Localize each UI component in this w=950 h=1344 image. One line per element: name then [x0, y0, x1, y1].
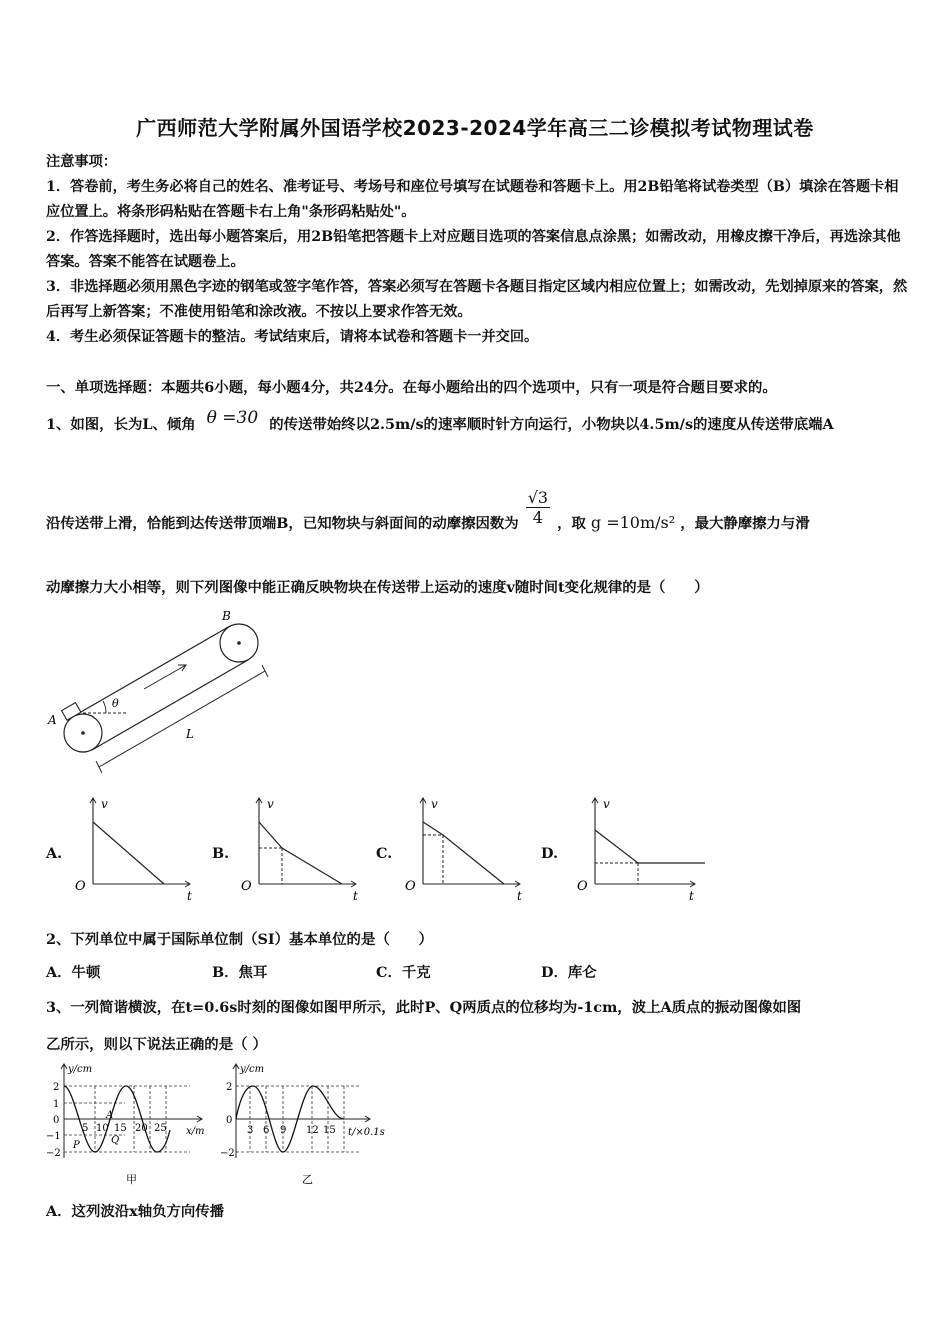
- ytick-0: 0: [226, 1115, 233, 1126]
- point-p-label: P: [73, 1140, 80, 1151]
- notice-block: [46, 150, 908, 350]
- belt-upper: [74, 626, 230, 716]
- t-label: t: [689, 889, 694, 903]
- velocity-line: [93, 822, 164, 884]
- velocity-line: [259, 822, 342, 884]
- graph-c[interactable]: [400, 792, 530, 904]
- v-label: v: [431, 797, 438, 811]
- g-expression: g =10m/s²: [590, 513, 676, 532]
- xtick-6: 6: [263, 1125, 270, 1136]
- motion-arrowhead: [178, 665, 186, 671]
- label-theta: θ: [112, 697, 119, 710]
- graph-a[interactable]: [70, 792, 200, 904]
- origin-label: O: [241, 879, 252, 894]
- q2-stem: 2、下列单位中属于国际单位制（SI）基本单位的是（ ）: [46, 931, 433, 948]
- q1-option-a-label[interactable]: A.: [46, 845, 63, 862]
- t-axis-label: t/×0.1s: [348, 1127, 385, 1138]
- q2-option-b[interactable]: B．焦耳: [212, 964, 268, 981]
- q3-option-a[interactable]: A．这列波沿x轴负方向传播: [46, 1203, 225, 1220]
- q1-line2-a: 沿传送带上滑，恰能到达传送带顶端B，已知物块与斜面间的动摩擦因数为: [46, 515, 519, 532]
- notice-item-2: 2．作答选择题时，选出每小题答案后，用2B铅笔把答题卡上对应题目选项的答案信息点涂黑；如需改动，用橡皮擦干净后，再选涂其他答案。答案不能答在试题卷上。: [46, 229, 901, 270]
- label-a: A: [48, 713, 57, 727]
- v-label: v: [267, 797, 274, 811]
- q2-option-a[interactable]: A．牛顿: [46, 964, 101, 981]
- origin-label: O: [405, 879, 416, 894]
- q1-option-c-label[interactable]: C.: [376, 845, 393, 862]
- v-label: v: [603, 797, 610, 811]
- length-tick-2: [262, 665, 268, 677]
- q1-line1-b: 的传送带始终以2.5m/s的速率顺时针方向运行，小物块以4.5m/s的速度从传送带底端A: [269, 416, 834, 433]
- ytick-1: 1: [53, 1099, 60, 1110]
- q1-line2-b: ，取: [557, 515, 586, 532]
- point-q-label: Q: [111, 1135, 120, 1146]
- angle-arc: [103, 701, 106, 713]
- q2-option-c[interactable]: C．千克: [376, 964, 431, 981]
- xtick-25: 25: [154, 1123, 167, 1134]
- q1-line2: [46, 488, 908, 538]
- q1-line1-a: 1、如图，长为L、倾角: [46, 416, 196, 433]
- origin-label: O: [75, 879, 86, 894]
- length-dimension-line: [99, 671, 265, 767]
- x-axis-label: x/m: [186, 1126, 205, 1137]
- velocity-line: [595, 830, 705, 863]
- q1-line1: [46, 408, 908, 434]
- t-label: t: [187, 889, 192, 903]
- ytick-neg2: −2: [46, 1148, 61, 1159]
- point-a-label: A: [106, 1110, 114, 1121]
- block: [62, 703, 81, 721]
- xtick-9: 9: [280, 1125, 287, 1136]
- wave-graph-jia: [40, 1058, 216, 1188]
- ytick-neg1: −1: [46, 1131, 61, 1142]
- motion-arrow: [144, 665, 186, 689]
- notice-item-3: 3．非选择题必须用黑色字迹的钢笔或签字笔作答，答案必须写在答题卡各题目指定区域内相应位置上；如需改动，先划掉原来的答案，然后再写上新答案；不准使用铅笔和涂改液。不按以上要求作答无效。: [46, 279, 908, 320]
- y-axis-label: y/cm: [240, 1064, 265, 1075]
- q1-option-d-label[interactable]: D.: [541, 845, 558, 862]
- fraction-denominator: 4: [532, 508, 543, 527]
- origin-label: O: [577, 879, 588, 894]
- bottom-pulley-axle: [81, 731, 85, 735]
- notice-item-4: 4．考生必须保证答题卡的整洁。考试结束后，请将本试卷和答题卡一并交回。: [46, 329, 539, 345]
- q1-line2-c: ，最大静摩擦力与滑: [680, 515, 810, 532]
- notice-item-1: 1．答卷前，考生务必将自己的姓名、准考证号、考场号和座位号填写在试题卷和答题卡上。用2B铅笔将试卷类型（B）填涂在答题卡相应位置上。将条形码粘贴在答题卡右上角"条形码粘贴处"。: [46, 179, 899, 220]
- t-label: t: [517, 889, 522, 903]
- t-label: t: [353, 889, 358, 903]
- xtick-3: 3: [247, 1125, 254, 1136]
- conveyor-figure: [46, 600, 286, 785]
- notice-heading: 注意事项：: [46, 154, 117, 170]
- q3-line2: 乙所示，则以下说法正确的是（ ）: [46, 1036, 267, 1053]
- caption-jia: 甲: [126, 1173, 137, 1186]
- ytick-neg2: −2: [220, 1148, 235, 1159]
- section-heading: 一、单项选择题：本题共6小题，每小题4分，共24分。在每小题给出的四个选项中，只有一项是符合题目要求的。: [46, 379, 777, 396]
- y-axis-label: y/cm: [68, 1064, 93, 1075]
- xtick-15: 15: [323, 1125, 336, 1136]
- page-title: 广西师范大学附属外国语学校2023-2024学年高三二诊模拟考试物理试卷: [136, 116, 814, 140]
- graph-b[interactable]: [236, 792, 366, 904]
- xtick-15: 15: [114, 1123, 127, 1134]
- v-label: v: [101, 797, 108, 811]
- mu-fraction: [526, 488, 550, 527]
- velocity-line: [423, 822, 504, 884]
- q1-option-b-label[interactable]: B.: [212, 845, 230, 862]
- xtick-12: 12: [306, 1125, 319, 1136]
- ytick-2: 2: [226, 1082, 233, 1093]
- ytick-2: 2: [53, 1082, 60, 1093]
- fraction-numerator: √3: [527, 488, 549, 507]
- label-b: B: [222, 609, 231, 623]
- top-pulley-axle: [237, 641, 241, 645]
- q1-line3: 动摩擦力大小相等，则下列图像中能正确反映物块在传送带上运动的速度v随时间t变化规律的是（ ）: [46, 579, 709, 596]
- xtick-20: 20: [135, 1123, 148, 1134]
- length-tick-1: [96, 761, 102, 773]
- vibration-graph-yi: [220, 1058, 400, 1188]
- ytick-0: 0: [53, 1115, 60, 1126]
- theta-expression: θ =30: [206, 408, 259, 428]
- xtick-10: 10: [96, 1123, 109, 1134]
- xtick-5: 5: [82, 1123, 89, 1134]
- label-l: L: [186, 727, 194, 741]
- graph-d[interactable]: [572, 792, 707, 904]
- q2-option-d[interactable]: D．库仑: [541, 964, 597, 981]
- caption-yi: 乙: [302, 1173, 313, 1186]
- q3-line1: 3、一列简谐横波，在t=0.6s时刻的图像如图甲所示，此时P、Q两质点的位移均为-1cm，波上A质点的振动图像如图: [46, 999, 802, 1016]
